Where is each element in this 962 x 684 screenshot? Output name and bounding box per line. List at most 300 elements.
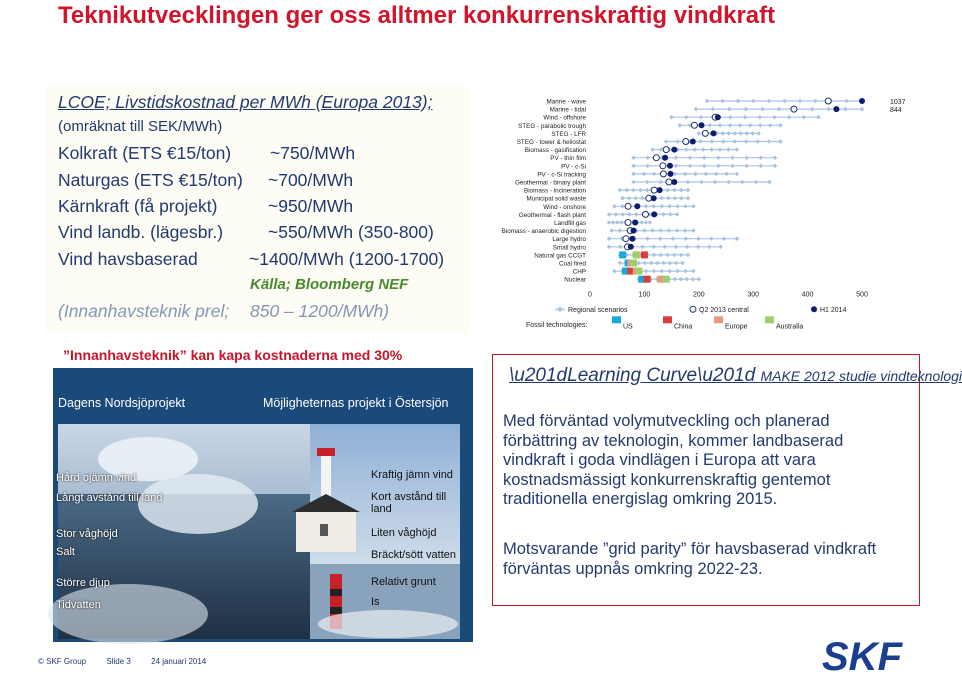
regional-scenario-point xyxy=(607,236,612,241)
fossil-legend-label: Europe xyxy=(725,323,748,331)
regional-scenario-point xyxy=(756,131,761,136)
regional-scenario-point xyxy=(675,269,680,274)
regional-scenario-point xyxy=(860,107,865,112)
regional-scenario-point xyxy=(679,188,684,193)
regional-scenario-point xyxy=(686,196,691,201)
category-label: Small hydro xyxy=(552,244,586,252)
slide-title: Teknikutvecklingen ger oss alltmer konkurrenskraftig vindkraft xyxy=(58,2,776,29)
regional-scenario-point xyxy=(642,228,647,233)
offshore-header: ”Innanhavsteknik” kan kapa kostnaderna med 30% xyxy=(63,347,403,363)
regional-scenario-point xyxy=(736,99,741,104)
lcoe-row-value: ~950/MWh xyxy=(268,196,354,216)
h1-2014-point xyxy=(629,236,635,242)
regional-scenario-point xyxy=(773,164,778,169)
regional-scenario-point xyxy=(691,277,696,282)
regional-scenario-point xyxy=(671,236,676,241)
regional-scenario-point xyxy=(631,188,636,193)
regional-scenario-point xyxy=(644,269,649,274)
x-tick-label: 400 xyxy=(801,291,814,299)
fossil-legend-title: Fossil technologies: xyxy=(526,321,588,329)
regional-scenario-point xyxy=(652,172,657,177)
lcoe-row-label: Naturgas (ETS €15/ton) xyxy=(58,170,243,190)
regional-scenario-point xyxy=(735,236,740,241)
right-label: Kort avstånd till land xyxy=(371,491,447,515)
skf-logo-text: SKF xyxy=(822,635,902,679)
regional-scenario-point xyxy=(688,164,693,169)
category-label: Large hydro xyxy=(552,236,586,244)
category-label: PV - thin film xyxy=(550,155,586,163)
central-point xyxy=(702,130,708,136)
regional-scenario-point xyxy=(702,155,707,160)
offscale-label: 1037 xyxy=(890,99,906,106)
regional-scenario-point xyxy=(675,212,680,217)
regional-scenario-point xyxy=(652,269,657,274)
left-label: Större djup xyxy=(56,577,110,589)
legend-central-marker xyxy=(690,306,696,312)
regional-scenario-point xyxy=(707,245,712,250)
regional-scenario-point xyxy=(710,107,715,112)
left-label: Salt xyxy=(56,546,75,558)
left-label: Stor våghöjd xyxy=(56,528,118,540)
lcoe-footnote-value: 850 – 1200/MWh) xyxy=(250,301,390,321)
regional-scenario-point xyxy=(683,269,688,274)
fossil-legend-swatch xyxy=(714,316,723,323)
fossil-marker xyxy=(633,251,640,258)
regional-scenario-point xyxy=(633,196,638,201)
central-point xyxy=(660,163,666,169)
lcoe-row-value: ~1400/MWh (1200-1700) xyxy=(249,249,445,269)
lcoe-row-value: ~750/MWh xyxy=(270,143,356,163)
h1-2014-point xyxy=(657,187,663,193)
regional-scenario-point xyxy=(798,99,803,104)
central-point xyxy=(666,179,672,185)
regional-scenario-point xyxy=(672,188,677,193)
lcoe-chart xyxy=(488,94,914,331)
central-point xyxy=(691,122,697,128)
regional-scenario-point xyxy=(650,228,655,233)
regional-scenario-point xyxy=(743,115,748,120)
regional-scenario-point xyxy=(686,188,691,193)
regional-scenario-point xyxy=(844,99,849,104)
regional-scenario-point xyxy=(710,139,715,144)
x-tick-label: 300 xyxy=(747,291,760,299)
regional-scenario-point xyxy=(640,196,645,201)
fossil-legend-swatch xyxy=(765,316,774,323)
regional-scenario-point xyxy=(684,115,689,120)
regional-scenario-point xyxy=(735,147,740,152)
regional-scenario-point xyxy=(667,204,672,209)
regional-scenario-point xyxy=(782,99,787,104)
fossil-marker xyxy=(644,276,651,283)
h1-2014-point xyxy=(634,203,640,209)
regional-scenario-point xyxy=(767,180,772,185)
regional-scenario-point xyxy=(767,99,772,104)
lcoe-row-value: ~550/MWh (350-800) xyxy=(268,222,434,242)
h1-2014-point xyxy=(710,130,716,136)
grid-parity-paragraph: Motsvarande ”grid parity” för havsbaserad vindkraft förväntas uppnås omkring 2022-23. xyxy=(503,540,877,578)
regional-scenario-point xyxy=(674,261,679,266)
legend-label: Q2 2013 central xyxy=(699,306,749,314)
h1-2014-point xyxy=(690,139,696,145)
regional-scenario-point xyxy=(744,164,749,169)
regional-scenario-point xyxy=(685,245,690,250)
legend-label: H1 2014 xyxy=(820,306,847,314)
x-tick-label: 500 xyxy=(856,291,868,299)
regional-scenario-point xyxy=(644,204,649,209)
h1-2014-point xyxy=(668,171,674,177)
regional-scenario-point xyxy=(624,188,629,193)
left-column-heading: Dagens Nordsjöprojekt xyxy=(58,396,186,410)
regional-scenario-point xyxy=(615,220,620,225)
footer xyxy=(38,657,224,671)
regional-scenario-point xyxy=(688,155,693,160)
regional-scenario-point xyxy=(612,204,617,209)
central-point xyxy=(642,211,648,217)
lcoe-row-label: Vind havsbaserad xyxy=(58,249,198,269)
regional-scenario-point xyxy=(751,99,756,104)
fossil-legend-label: US xyxy=(623,323,633,331)
category-label: STEG - parabolic trough xyxy=(518,122,586,130)
lcoe-row-label: Kolkraft (ETS €15/ton) xyxy=(58,143,232,163)
regional-scenario-point xyxy=(787,115,792,120)
learning-curve-subtitle: MAKE 2012 studie vindteknologi xyxy=(760,368,962,384)
regional-scenario-point xyxy=(631,155,636,160)
regional-scenario-point xyxy=(652,204,657,209)
learning-curve-paragraph: Med förväntad volymutveckling och planerad förbättring av teknologin, kommer landbaserad vindkraft i goda vindlägen i Europa att vara kostnadsmässigt konkurrenskraftig gentemot traditionella energislag omkring 2015. xyxy=(503,412,844,508)
regional-scenario-point xyxy=(680,261,685,266)
regional-scenario-point xyxy=(618,245,623,250)
regional-scenario-point xyxy=(693,172,698,177)
regional-scenario-point xyxy=(758,123,763,128)
regional-scenario-point xyxy=(691,204,696,209)
regional-scenario-point xyxy=(768,123,773,128)
left-label: Hård ojämn vind xyxy=(56,472,137,484)
legend-label: Regional scenarios xyxy=(568,306,628,314)
regional-scenario-point xyxy=(663,245,668,250)
left-label: Tidvatten xyxy=(56,599,101,611)
regional-scenario-point xyxy=(665,253,670,258)
regional-scenario-point xyxy=(660,269,665,274)
regional-scenario-point xyxy=(777,107,782,112)
h1-2014-point xyxy=(667,163,673,169)
regional-scenario-point xyxy=(801,115,806,120)
regional-scenario-point xyxy=(767,139,772,144)
lcoe-row-label: Vind landb. (lägesbr.) xyxy=(58,222,224,242)
regional-scenario-point xyxy=(643,220,648,225)
footer-company: © SKF Group xyxy=(38,657,87,666)
regional-scenario-point xyxy=(827,107,832,112)
regional-scenario-point xyxy=(816,115,821,120)
lcoe-heading: LCOE; Livstidskostnad per MWh (Europa 2013); xyxy=(58,92,433,112)
regional-scenario-point xyxy=(714,172,719,177)
regional-scenario-point xyxy=(660,204,665,209)
regional-scenario-point xyxy=(718,123,723,128)
regional-scenario-point xyxy=(675,139,680,144)
regional-scenario-point xyxy=(738,123,743,128)
regional-scenario-point xyxy=(659,147,664,152)
learning-curve-box xyxy=(492,354,962,606)
lcoe-footnote-label: (Innanhavsteknik prel; xyxy=(58,301,230,321)
category-label: Geothermal - flash plant xyxy=(518,211,586,219)
regional-scenario-point xyxy=(713,180,718,185)
regional-scenario-point xyxy=(677,123,682,128)
regional-scenario-point xyxy=(716,164,721,169)
category-label: Nuclear xyxy=(564,276,586,284)
regional-scenario-point xyxy=(709,236,714,241)
regional-scenario-point xyxy=(744,155,749,160)
category-label: Wind - onshore xyxy=(543,203,586,211)
regional-scenario-point xyxy=(701,147,706,152)
regional-scenario-point xyxy=(631,180,636,185)
regional-scenario-point xyxy=(708,123,713,128)
regional-scenario-point xyxy=(667,269,672,274)
right-label: Kraftig jämn vind xyxy=(371,469,453,481)
lcoe-row-label: Kärnkraft (få projekt) xyxy=(58,196,218,216)
regional-scenario-point xyxy=(705,99,710,104)
right-column-heading: Möjligheternas projekt i Östersjön xyxy=(263,396,449,410)
regional-scenario-point xyxy=(631,164,636,169)
regional-scenario-point xyxy=(702,164,707,169)
regional-scenario-point xyxy=(645,164,650,169)
offscale-label: 844 xyxy=(890,107,902,114)
regional-scenario-point xyxy=(648,220,653,225)
regional-scenario-point xyxy=(683,204,688,209)
regional-scenario-point xyxy=(658,180,663,185)
regional-scenario-point xyxy=(718,147,723,152)
regional-scenario-point xyxy=(611,220,616,225)
regional-scenario-point xyxy=(813,99,818,104)
regional-scenario-point xyxy=(651,245,656,250)
right-label: Liten våghöjd xyxy=(371,527,437,539)
central-point xyxy=(623,236,629,242)
regional-scenario-point xyxy=(620,204,625,209)
regional-scenario-point xyxy=(664,139,669,144)
regional-scenario-point xyxy=(757,115,762,120)
regional-scenario-point xyxy=(744,139,749,144)
regional-scenario-point xyxy=(685,277,690,282)
h1-2014-point xyxy=(662,155,668,161)
regional-scenario-point xyxy=(732,139,737,144)
x-tick-label: 100 xyxy=(638,291,651,299)
right-label: Bräckt/sött vatten xyxy=(371,549,456,561)
regional-scenario-point xyxy=(661,212,666,217)
regional-scenario-point xyxy=(760,107,765,112)
regional-scenario-point xyxy=(607,220,612,225)
learning-curve-title: \u201dLearning Curve\u201d MAKE 2012 studie vindteknologi xyxy=(509,365,962,386)
h1-2014-point xyxy=(632,220,638,226)
regional-scenario-point xyxy=(679,196,684,201)
regional-scenario-point xyxy=(640,245,645,250)
regional-scenario-point xyxy=(661,261,666,266)
regional-scenario-point xyxy=(683,236,688,241)
regional-scenario-point xyxy=(675,204,680,209)
category-label: PV - c-Si tracking xyxy=(537,171,586,179)
regional-scenario-point xyxy=(649,261,654,266)
skf-logo xyxy=(820,634,938,679)
regional-scenario-point xyxy=(754,180,759,185)
category-label: Biomass - incineration xyxy=(524,187,586,195)
learning-curve-heading: Learning Curve xyxy=(567,365,698,386)
regional-scenario-point xyxy=(722,236,727,241)
regional-scenario-point xyxy=(726,147,731,152)
lcoe-source: Källa; Bloomberg NEF xyxy=(250,276,409,293)
category-label: Marine - tidal xyxy=(549,106,586,114)
footer-date: 24 januari 2014 xyxy=(151,657,207,666)
regional-scenario-point xyxy=(618,188,623,193)
regional-scenario-point xyxy=(618,228,623,233)
fossil-marker xyxy=(635,268,642,275)
central-point xyxy=(660,171,666,177)
regional-scenario-point xyxy=(726,131,731,136)
category-label: STEG - tower & heliostat xyxy=(516,139,586,146)
h1-2014-point xyxy=(859,98,865,104)
regional-scenario-point xyxy=(607,212,612,217)
regional-scenario-point xyxy=(619,220,624,225)
fossil-marker xyxy=(630,260,637,267)
h1-2014-point xyxy=(671,147,677,153)
h1-2014-point xyxy=(715,114,721,120)
regional-scenario-point xyxy=(652,253,657,258)
fossil-legend-swatch xyxy=(612,316,621,323)
regional-scenario-point xyxy=(691,228,696,233)
regional-scenario-point xyxy=(726,180,731,185)
regional-scenario-point xyxy=(728,115,733,120)
regional-scenario-point xyxy=(627,196,632,201)
central-point xyxy=(683,139,689,145)
x-tick-label: 200 xyxy=(692,291,705,299)
regional-scenario-point xyxy=(843,107,848,112)
regional-scenario-point xyxy=(709,147,714,152)
category-label: Wind - offshore xyxy=(543,114,586,122)
regional-scenario-point xyxy=(740,180,745,185)
regional-scenario-point xyxy=(683,172,688,177)
category-label: Landfill gas xyxy=(554,220,586,227)
central-point xyxy=(625,220,631,226)
central-point xyxy=(825,98,831,104)
regional-scenario-point xyxy=(638,188,643,193)
fossil-marker xyxy=(619,251,626,258)
regional-scenario-point xyxy=(720,131,725,136)
regional-scenario-point xyxy=(655,261,660,266)
category-label: Coal fired xyxy=(559,260,586,268)
regional-scenario-point xyxy=(627,212,632,217)
regional-scenario-point xyxy=(686,180,691,185)
right-label: Relativt grunt xyxy=(371,576,436,588)
regional-scenario-point xyxy=(672,253,677,258)
regional-scenario-point xyxy=(728,123,733,128)
regional-scenario-point xyxy=(675,228,680,233)
regional-scenario-point xyxy=(674,164,679,169)
category-label: CHP xyxy=(572,268,586,276)
regional-scenario-point xyxy=(679,253,684,258)
regional-scenario-point xyxy=(778,123,783,128)
fossil-marker xyxy=(663,276,670,283)
regional-scenario-point xyxy=(674,155,679,160)
regional-scenario-point xyxy=(716,155,721,160)
regional-scenario-point xyxy=(730,155,735,160)
regional-scenario-point xyxy=(645,180,650,185)
regional-scenario-point xyxy=(778,139,783,144)
regional-scenario-point xyxy=(718,245,723,250)
regional-scenario-point xyxy=(609,228,614,233)
regional-scenario-point xyxy=(744,107,749,112)
regional-scenario-point xyxy=(684,147,689,152)
category-label: Natural gas CCGT xyxy=(534,252,586,260)
regional-scenario-point xyxy=(755,139,760,144)
regional-scenario-point xyxy=(750,131,755,136)
x-tick-label: 0 xyxy=(588,291,592,299)
regional-scenario-point xyxy=(618,261,623,266)
h1-2014-point xyxy=(699,122,705,128)
regional-scenario-point xyxy=(720,99,725,104)
fossil-legend-swatch xyxy=(663,316,672,323)
regional-scenario-point xyxy=(699,180,704,185)
regional-scenario-point xyxy=(772,115,777,120)
category-label: Biomass - anaerobic digestion xyxy=(501,228,586,236)
regional-scenario-point xyxy=(697,131,702,136)
regional-scenario-point xyxy=(730,164,735,169)
regional-scenario-point xyxy=(673,277,678,282)
left-label: Långt avstånd till land xyxy=(56,492,163,504)
regional-scenario-point xyxy=(698,139,703,144)
category-label: Marine - wave xyxy=(546,98,586,106)
fossil-legend-label: Australia xyxy=(776,323,804,331)
category-label: Geothermal - binary plant xyxy=(514,179,586,187)
regional-scenario-point xyxy=(667,228,672,233)
regional-scenario-point xyxy=(686,253,691,258)
regional-scenario-point xyxy=(721,139,726,144)
regional-scenario-point xyxy=(620,196,625,201)
regional-scenario-point xyxy=(699,115,704,120)
regional-scenario-point xyxy=(773,155,778,160)
central-point xyxy=(791,106,797,112)
fossil-legend-label: China xyxy=(674,323,693,331)
regional-scenario-point xyxy=(658,236,663,241)
regional-scenario-point xyxy=(696,236,701,241)
regional-scenario-point xyxy=(614,212,619,217)
regional-scenario-point xyxy=(696,245,701,250)
central-point xyxy=(653,155,659,161)
regional-scenario-point xyxy=(631,172,636,177)
regional-scenario-point xyxy=(744,131,749,136)
regional-scenario-point xyxy=(642,172,647,177)
right-label: Is xyxy=(371,596,380,608)
regional-scenario-point xyxy=(759,164,764,169)
category-label: STEG - LFR xyxy=(551,130,586,138)
h1-2014-point xyxy=(631,228,637,234)
regional-scenario-point xyxy=(645,188,650,193)
h1-2014-point xyxy=(833,106,839,112)
regional-scenario-point xyxy=(620,212,625,217)
regional-scenario-point xyxy=(674,245,679,250)
h1-2014-point xyxy=(651,211,657,217)
h1-2014-point xyxy=(628,244,634,250)
offshore-panel xyxy=(53,342,473,642)
regional-scenario-point xyxy=(645,236,650,241)
regional-scenario-point xyxy=(658,253,663,258)
lcoe-row-value: ~700/MWh xyxy=(268,170,354,190)
regional-scenario-point xyxy=(673,196,678,201)
regional-scenario-point xyxy=(683,228,688,233)
regional-scenario-point xyxy=(694,107,699,112)
regional-scenario-point xyxy=(691,269,696,274)
regional-scenario-point xyxy=(748,123,753,128)
legend-h1-marker xyxy=(811,306,817,312)
h1-2014-point xyxy=(671,179,677,185)
regional-scenario-point xyxy=(665,188,670,193)
regional-scenario-point xyxy=(810,107,815,112)
regional-scenario-point xyxy=(668,261,673,266)
